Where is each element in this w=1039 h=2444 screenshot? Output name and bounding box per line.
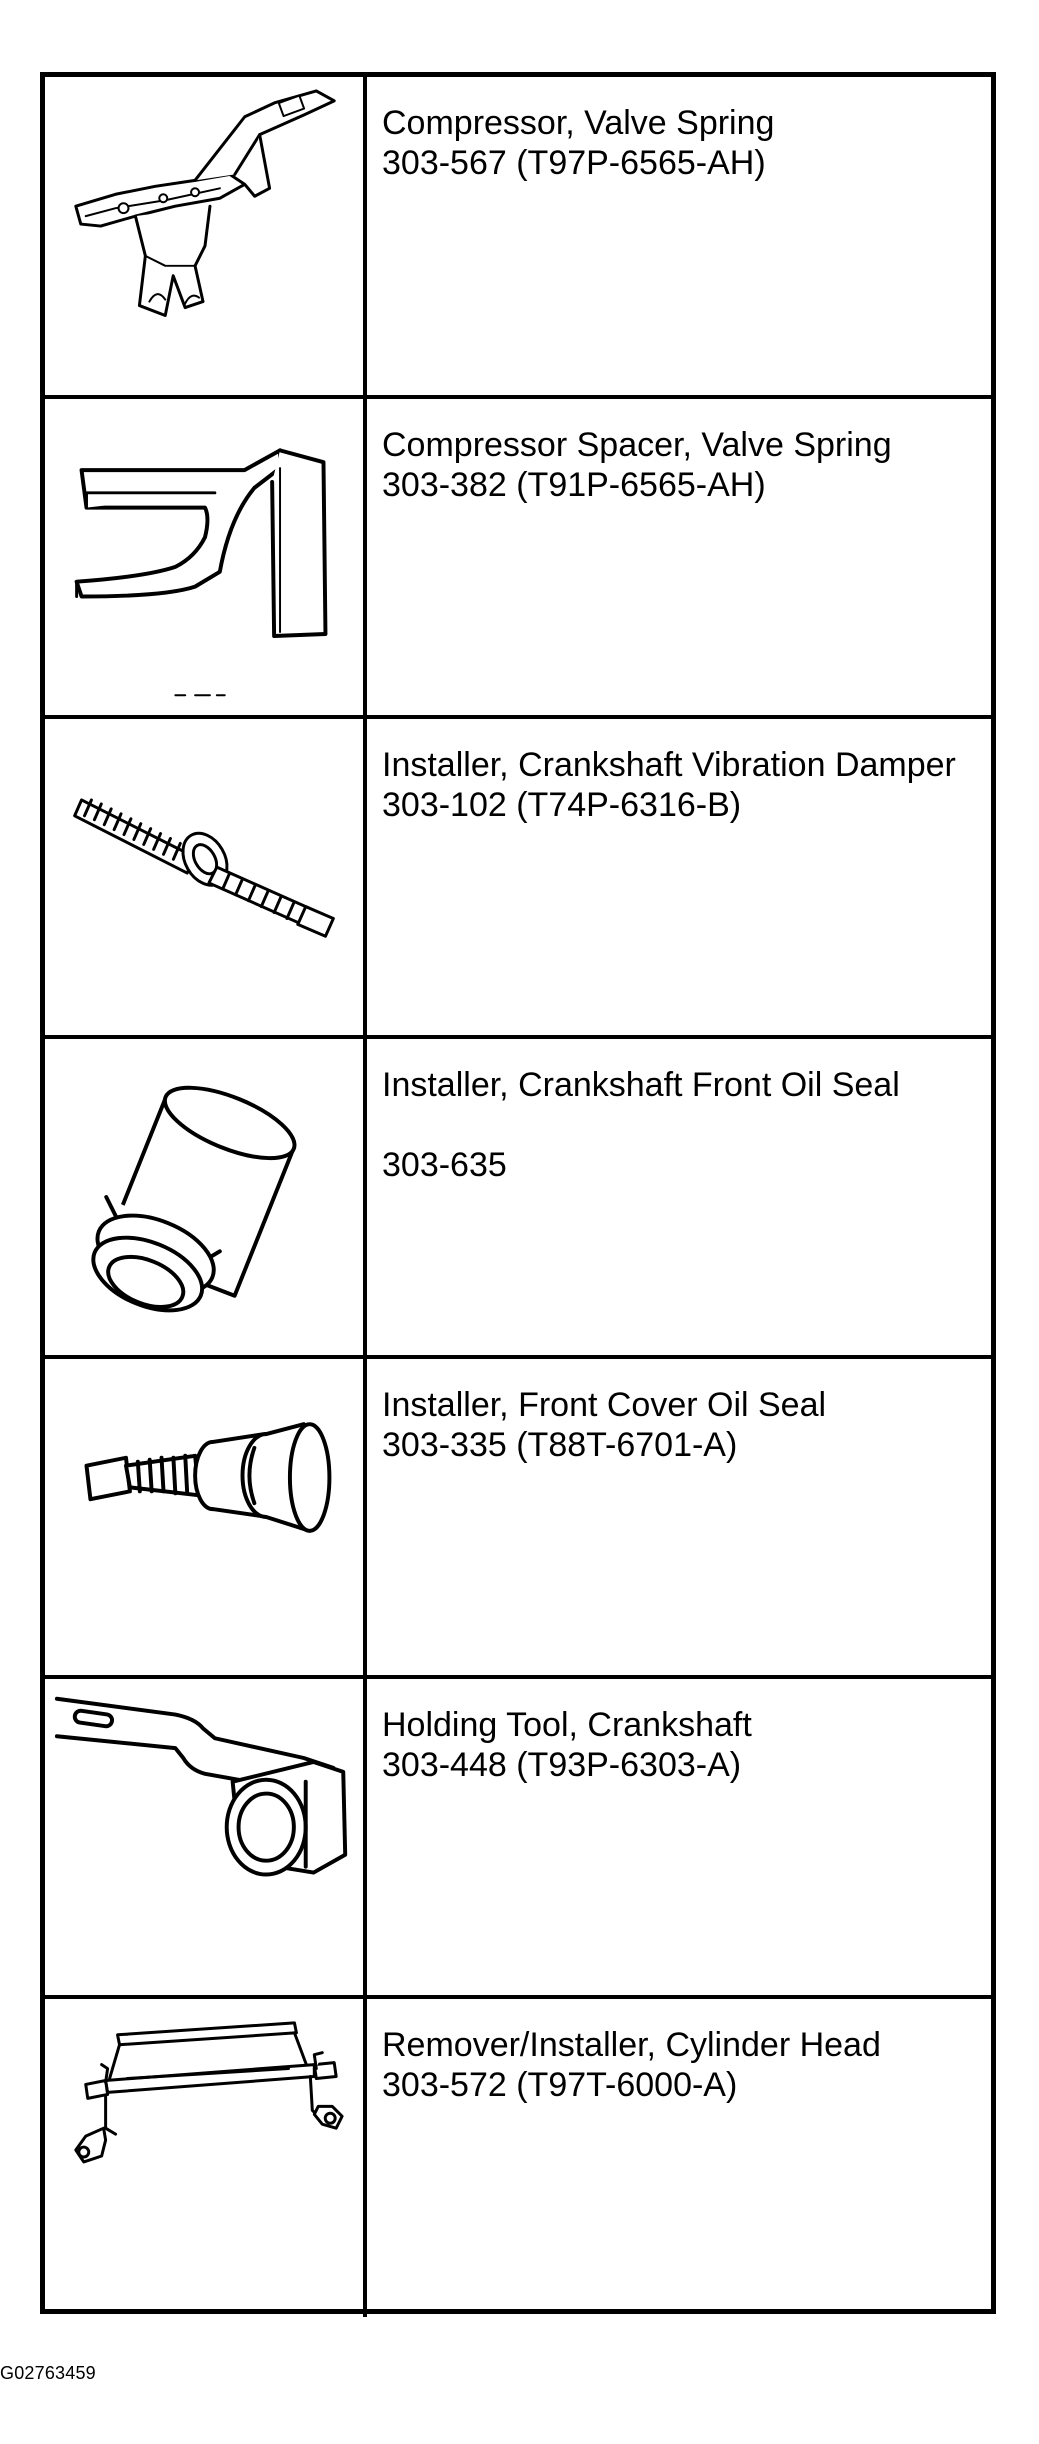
tool-illustration-cell [45, 1357, 365, 1677]
tool-illustration-cell [45, 397, 365, 717]
special-tools-table [40, 72, 996, 2314]
tool-number: 303-335 (T88T-6701-A) [382, 1426, 738, 1464]
tool-row [45, 1037, 991, 1357]
tool-number: 303-572 (T97T-6000-A) [382, 2066, 738, 2104]
tool-name: Installer, Front Cover Oil Seal [382, 1386, 827, 1424]
cylinder-head-remover-icon [45, 1999, 363, 2317]
tool-number: 303-567 (T97P-6565-AH) [382, 144, 766, 182]
tool-row [45, 397, 991, 717]
tool-illustration-cell [45, 1677, 365, 1997]
tool-number: 303-382 (T91P-6565-AH) [382, 466, 766, 504]
tool-name: Remover/Installer, Cylinder Head [382, 2026, 881, 2064]
front-cover-seal-installer-icon [45, 1359, 363, 1675]
crankshaft-holding-tool-icon [45, 1679, 363, 1995]
tool-number: 303-102 (T74P-6316-B) [382, 786, 742, 824]
tool-row [45, 1677, 991, 1997]
tool-illustration-cell [45, 1037, 365, 1357]
tool-number: 303-448 (T93P-6303-A) [382, 1746, 742, 1784]
valve-spring-compressor-icon [45, 77, 363, 395]
tool-illustration-cell [45, 1997, 365, 2317]
valve-spring-spacer-icon [45, 399, 363, 715]
tool-row [45, 77, 991, 397]
tool-row [45, 1357, 991, 1677]
tool-number: 303-635 [382, 1146, 507, 1184]
tool-row [45, 1997, 991, 2317]
front-oil-seal-installer-icon [45, 1039, 363, 1355]
tool-name: Compressor Spacer, Valve Spring [382, 426, 892, 464]
tool-name: Installer, Crankshaft Vibration Damper [382, 746, 956, 784]
tool-name: Compressor, Valve Spring [382, 104, 775, 142]
tool-illustration-cell [45, 717, 365, 1037]
tool-illustration-cell [45, 77, 365, 397]
damper-installer-icon [45, 719, 363, 1035]
figure-code: G02763459 [0, 2363, 96, 2383]
tool-name: Holding Tool, Crankshaft [382, 1706, 752, 1744]
tool-name: Installer, Crankshaft Front Oil Seal [382, 1066, 900, 1104]
tool-row [45, 717, 991, 1037]
